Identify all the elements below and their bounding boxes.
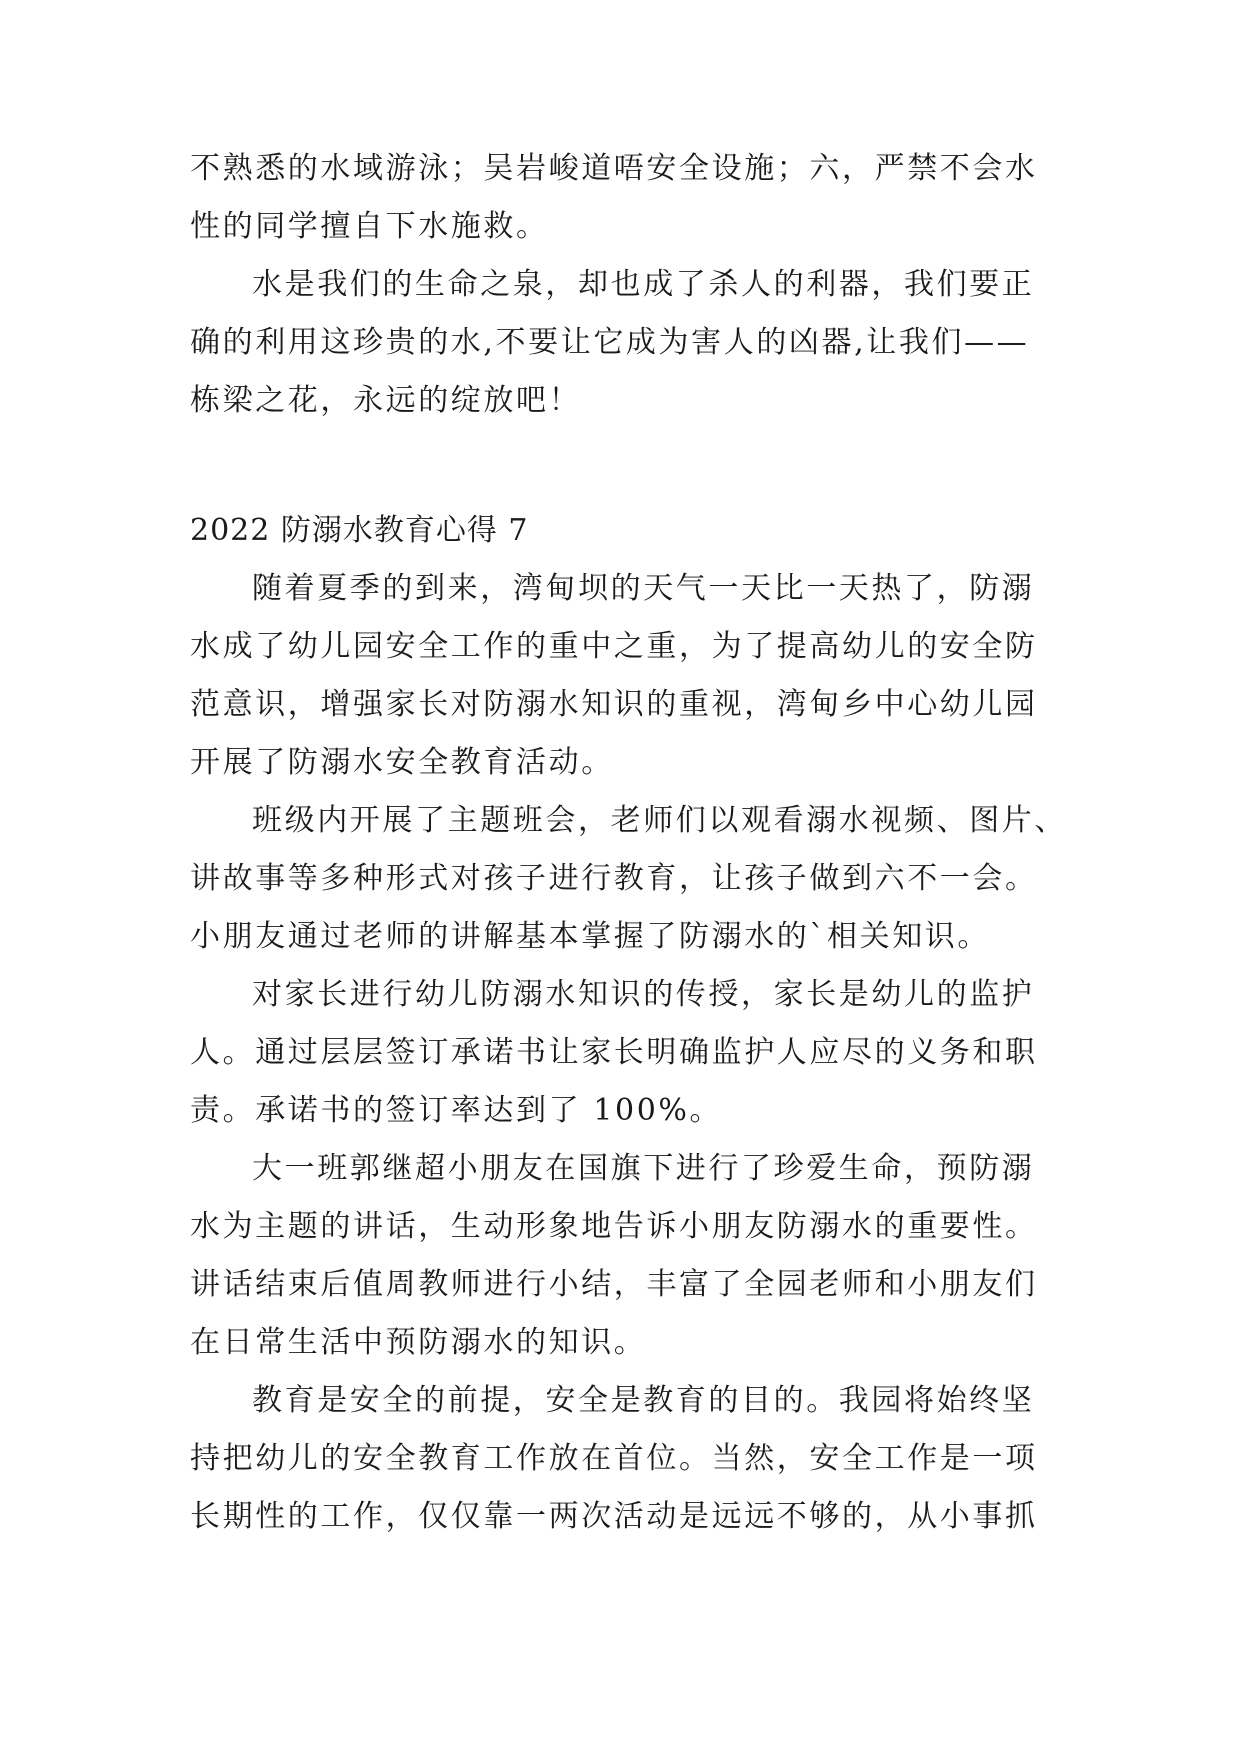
paragraph-line: 教育是安全的前提，安全是教育的目的。我园将始终坚 <box>252 1383 1035 1418</box>
paragraph-line: 性的同学擅自下水施救。 <box>190 209 549 244</box>
paragraph-line: 随着夏季的到来，湾甸坝的天气一天比一天热了，防溺 <box>252 571 1035 606</box>
paragraph-line: 栋梁之花，永远的绽放吧！ <box>190 383 582 418</box>
paragraph-line: 讲话结束后值周教师进行小结，丰富了全园老师和小朋友们 <box>190 1267 1038 1302</box>
paragraph-line: 责。承诺书的签订率达到了 100%。 <box>190 1093 723 1128</box>
paragraph-line: 开展了防溺水安全教育活动。 <box>190 745 614 780</box>
paragraph-line: 班级内开展了主题班会，老师们以观看溺水视频、图片、 <box>252 803 1067 838</box>
paragraph-line: 讲故事等多种形式对孩子进行教育，让孩子做到六不一会。 <box>190 861 1038 896</box>
paragraph-line: 在日常生活中预防溺水的知识。 <box>190 1325 647 1360</box>
paragraph-line: 对家长进行幼儿防溺水知识的传授，家长是幼儿的监护 <box>252 977 1035 1012</box>
paragraph-line: 水为主题的讲话，生动形象地告诉小朋友防溺水的重要性。 <box>190 1209 1038 1244</box>
paragraph-line: 小朋友通过老师的讲解基本掌握了防溺水的`相关知识。 <box>190 919 990 954</box>
section-heading: 2022 防溺水教育心得 7 <box>190 513 529 548</box>
paragraph-line: 确的利用这珍贵的水,不要让它成为害人的凶器,让我们—— <box>190 325 1030 360</box>
paragraph-line: 人。通过层层签订承诺书让家长明确监护人应尽的义务和职 <box>190 1035 1038 1070</box>
paragraph-line: 范意识，增强家长对防溺水知识的重视，湾甸乡中心幼儿园 <box>190 687 1038 722</box>
paragraph-line: 大一班郭继超小朋友在国旗下进行了珍爱生命，预防溺 <box>252 1151 1035 1186</box>
paragraph-line: 持把幼儿的安全教育工作放在首位。当然，安全工作是一项 <box>190 1441 1038 1476</box>
paragraph-line: 长期性的工作，仅仅靠一两次活动是远远不够的，从小事抓 <box>190 1499 1038 1534</box>
paragraph-line: 不熟悉的水域游泳；吴岩峻道唔安全设施；六，严禁不会水 <box>190 151 1038 186</box>
paragraph-line: 水是我们的生命之泉，却也成了杀人的利器，我们要正 <box>252 267 1035 302</box>
paragraph-line: 水成了幼儿园安全工作的重中之重，为了提高幼儿的安全防 <box>190 629 1038 664</box>
